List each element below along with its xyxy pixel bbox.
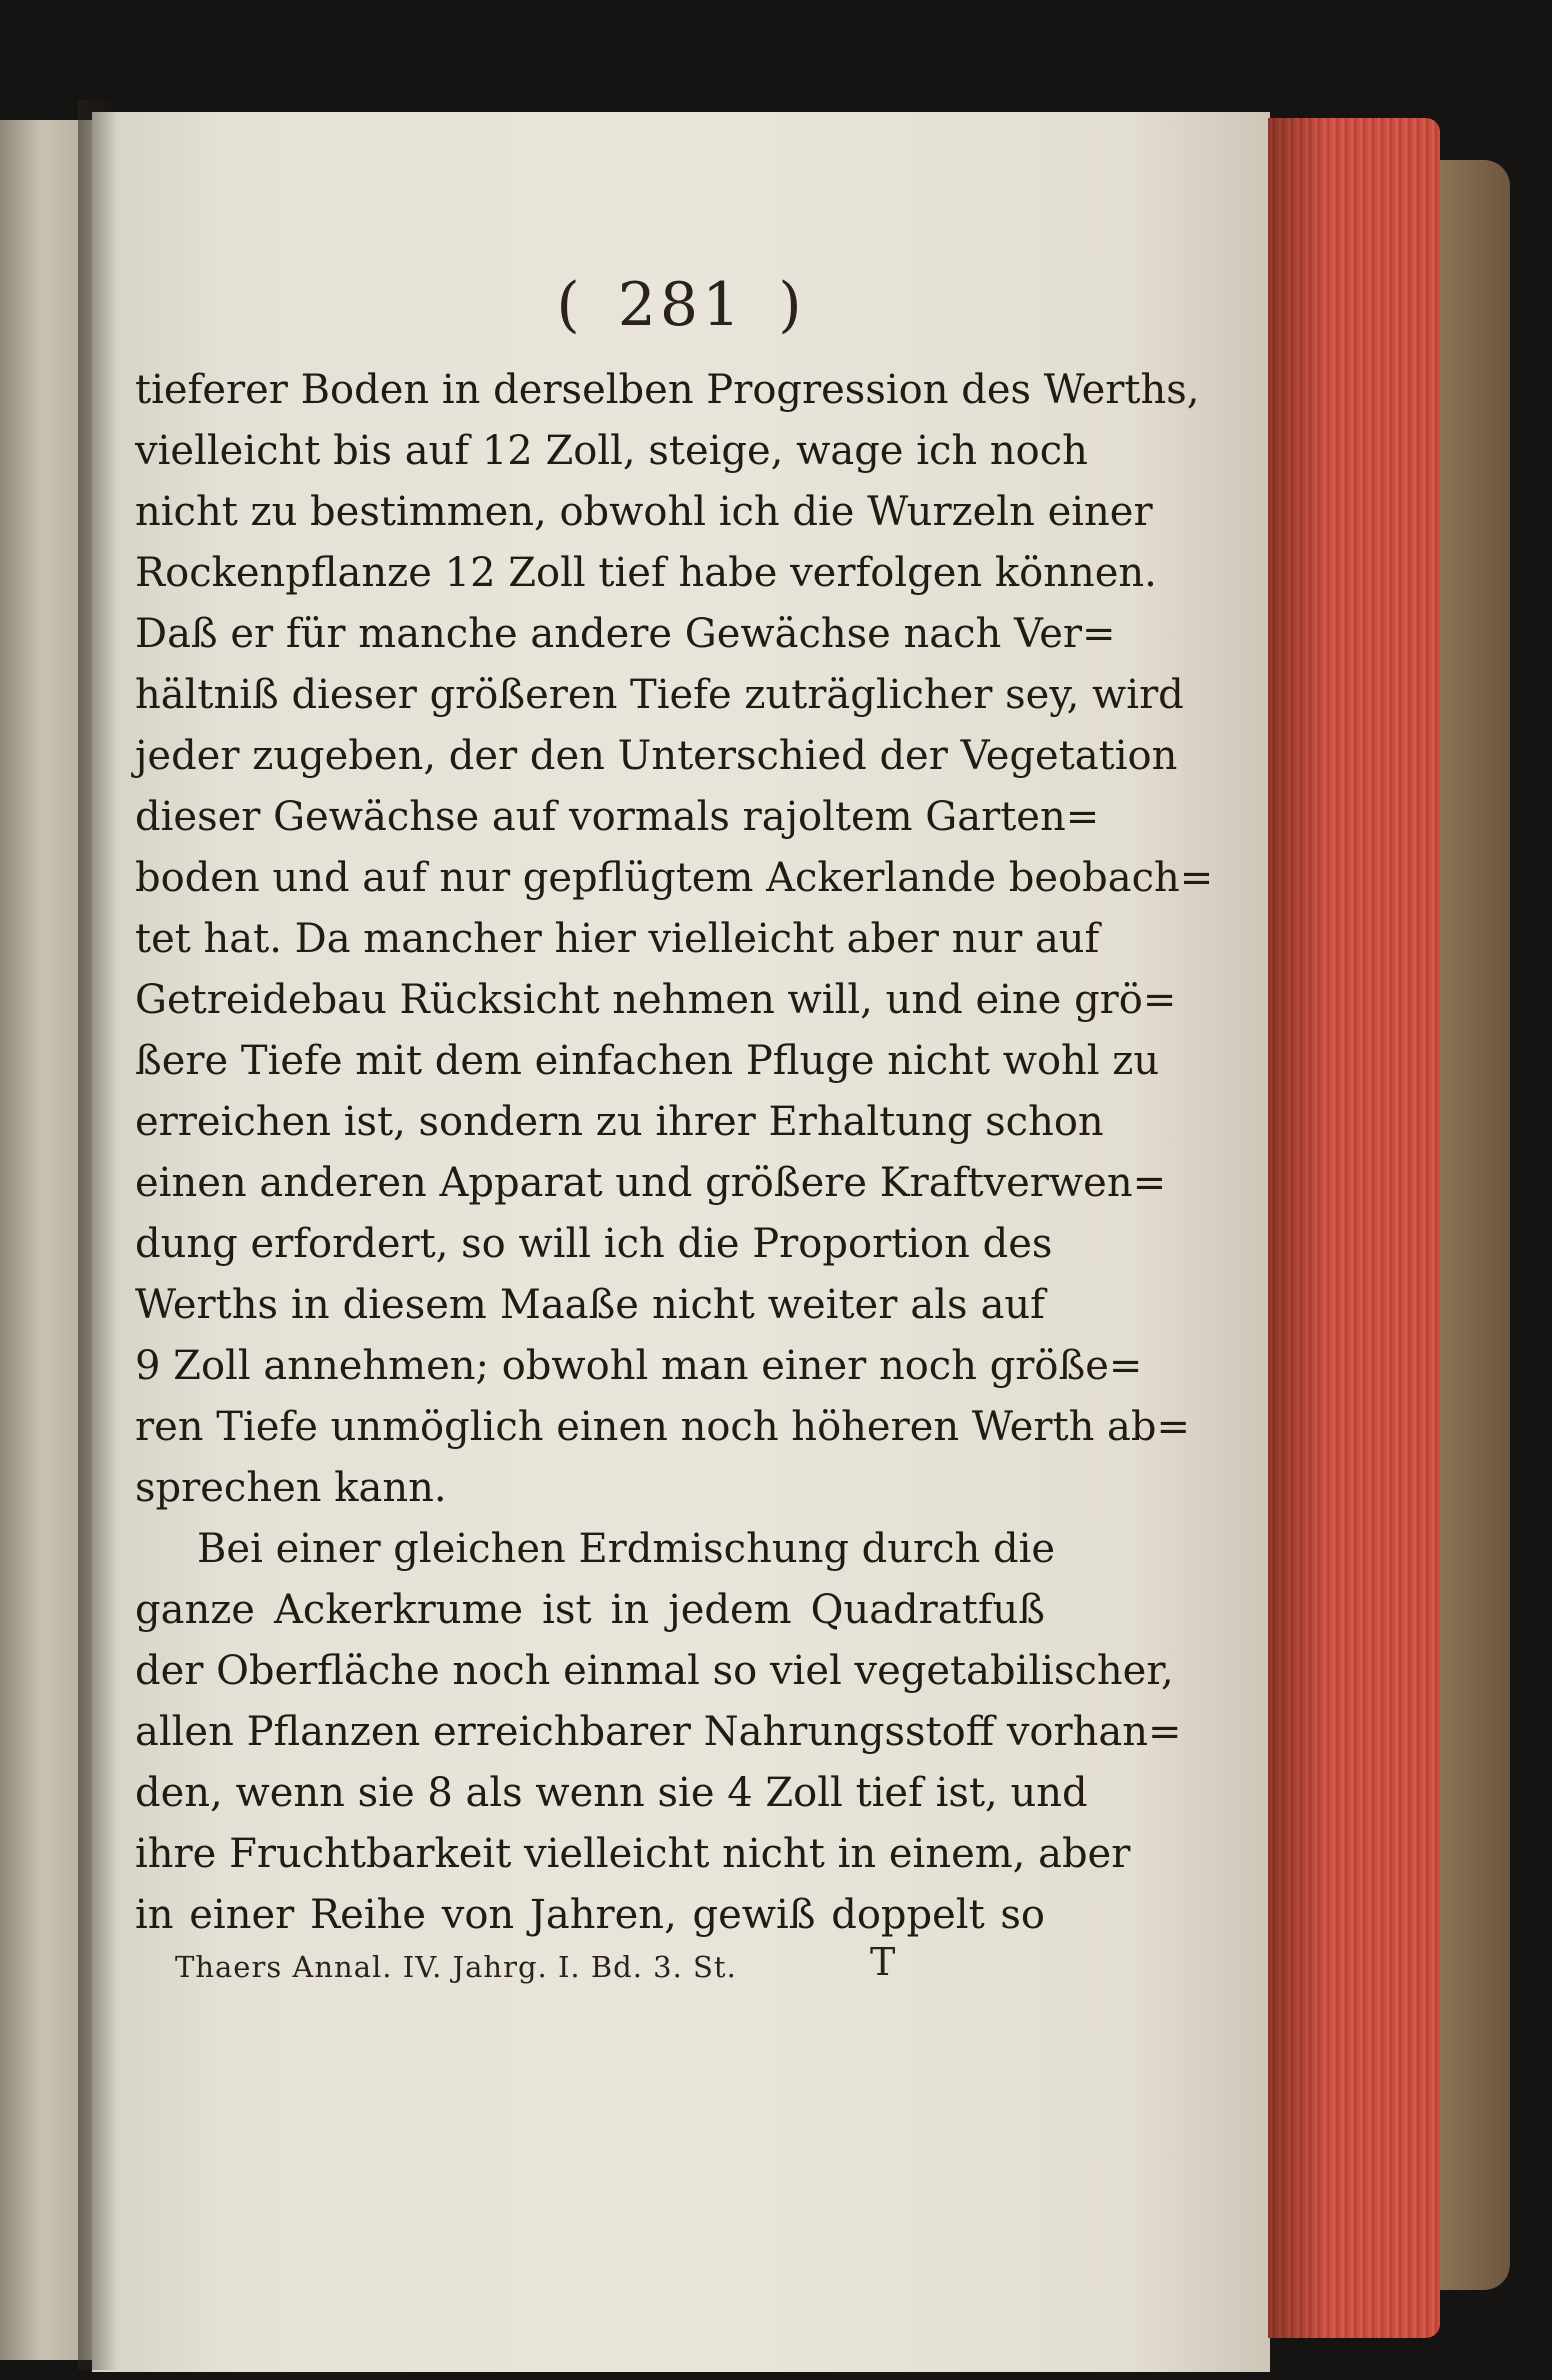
text-line: ßere Tiefe mit dem einfachen Pfluge nicht wohl zu [135, 1038, 1160, 1084]
page-block-shadow [1268, 118, 1328, 2338]
text-line: allen Pflanzen erreichbarer Nahrungsstoff vorhan= [135, 1709, 1182, 1755]
text-line: Rockenpflanze 12 Zoll tief habe verfolgen können. [135, 550, 1157, 596]
text-line: dieser Gewächse auf vormals rajoltem Garten= [135, 794, 1100, 840]
text-line: boden und auf nur gepflügtem Ackerlande beobach= [135, 855, 1214, 901]
text-line: ihre Fruchtbarkeit vielleicht nicht in einem, aber [135, 1831, 1131, 1877]
text-line: vielleicht bis auf 12 Zoll, steige, wage ich noch [135, 428, 1088, 474]
text-line: Getreidebau Rücksicht nehmen will, und eine grö= [135, 977, 1177, 1023]
text-line: dung erfordert, so will ich die Proportion des [135, 1221, 1053, 1267]
text-line: der Oberfläche noch einmal so viel vegetabilischer, [135, 1648, 1174, 1694]
text-line: Bei einer gleichen Erdmischung durch die [197, 1526, 1056, 1572]
body-text [135, 360, 1214, 1946]
text-line: tet hat. Da mancher hier vielleicht aber nur auf [135, 916, 1100, 962]
text-line: einen anderen Apparat und größere Kraftverwen= [135, 1160, 1167, 1206]
page-gutter [78, 100, 118, 2370]
text-line: nicht zu bestimmen, obwohl ich die Wurzeln einer [135, 489, 1153, 535]
text-line: Werths in diesem Maaße nicht weiter als auf [135, 1282, 1045, 1328]
text-line: jeder zugeben, der den Unterschied der Vegetation [135, 733, 1178, 779]
text-line: erreichen ist, sondern zu ihrer Erhaltung schon [135, 1099, 1104, 1145]
text-line: ren Tiefe unmöglich einen noch höheren Werth ab= [135, 1404, 1191, 1450]
text-line: Daß er für manche andere Gewächse nach Ver= [135, 611, 1116, 657]
page-header [92, 270, 1270, 340]
page-number: 281 [617, 270, 745, 340]
text-line: hältniß dieser größeren Tiefe zuträglicher sey, wird [135, 672, 1184, 718]
open-paren: ( [556, 270, 584, 340]
text-line: in einer Reihe von Jahren, gewiß doppelt so [135, 1892, 1045, 1938]
text-line: tieferer Boden in derselben Progression des Werths, [135, 367, 1200, 413]
footer-imprint: Thaers Annal. IV. Jahrg. I. Bd. 3. St. [175, 1950, 737, 1984]
close-paren: ) [778, 270, 806, 340]
text-line: sprechen kann. [135, 1465, 447, 1511]
text-line: ganze Ackerkrume ist in jedem Quadratfuß [135, 1587, 1045, 1633]
text-line: 9 Zoll annehmen; obwohl man einer noch größe= [135, 1343, 1143, 1389]
signature-mark: T [870, 1940, 896, 1984]
text-line: den, wenn sie 8 als wenn sie 4 Zoll tief ist, und [135, 1770, 1088, 1816]
